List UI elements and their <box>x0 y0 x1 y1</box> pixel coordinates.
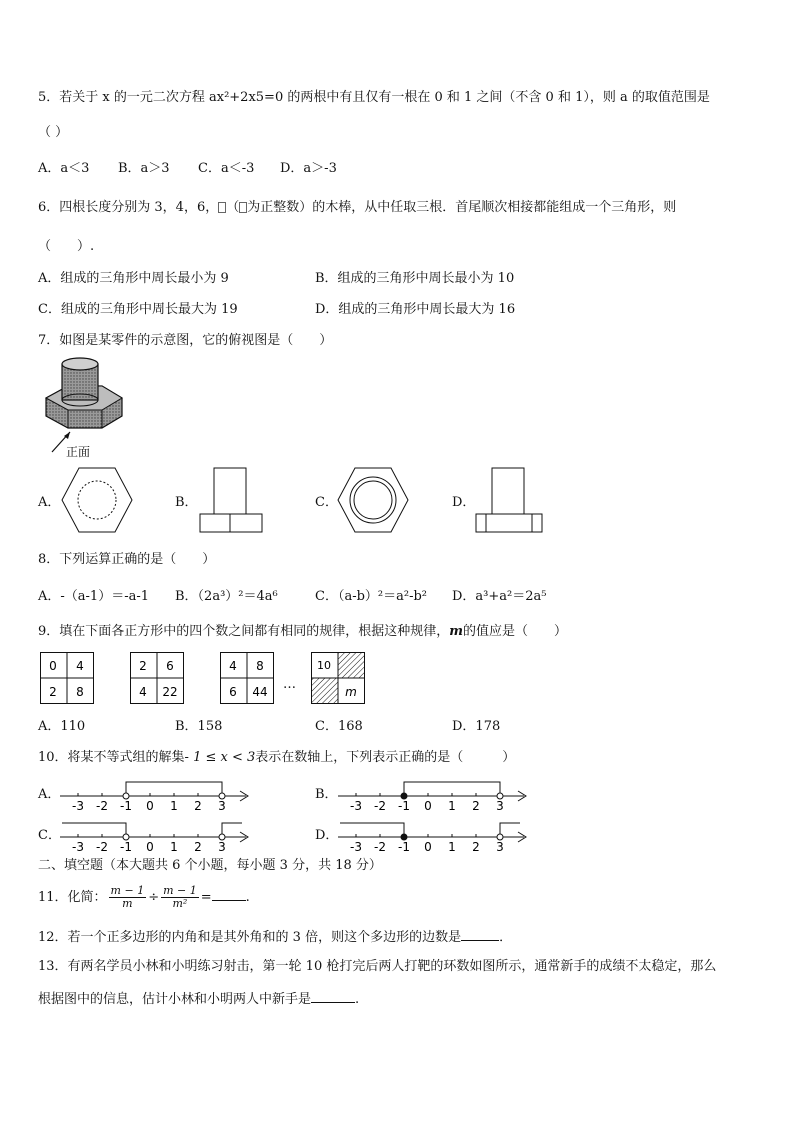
q9-grid-3-br: 44 <box>252 685 268 699</box>
q13-line-2: 根据图中的信息，估计小林和小明两人中新手是 . <box>38 989 359 1009</box>
tick-label: 3 <box>218 840 226 851</box>
q7-option-c-figure[interactable] <box>336 466 410 534</box>
q7-option-d-figure[interactable] <box>474 466 544 534</box>
q9-grid-2-tl: 2 <box>139 659 147 673</box>
tick-label: 2 <box>194 799 202 810</box>
q11-lead: 11．化简： <box>38 890 107 905</box>
q10-option-a[interactable]: A． <box>38 787 61 802</box>
q10-option-c[interactable]: C． <box>38 828 61 843</box>
q13-line-1: 13．有两名学员小林和小明练习射击，第一轮 10 枪打完后两人打靶的环数如图所示，通常新手的成绩不太稳定，那么 <box>38 959 717 974</box>
q9-option-b[interactable]: B．158 <box>175 719 223 734</box>
q12-text: 12．若一个正多边形的内角和是其外角和的 3 倍，则这个多边形的边数是 <box>38 930 462 945</box>
q6-paren: （ ）. <box>38 239 95 254</box>
q9-grid-2-br: 22 <box>162 685 178 699</box>
q8-stem: 8．下列运算正确的是（ ） <box>38 552 216 567</box>
q10-stem <box>38 749 515 767</box>
tick-label: 3 <box>496 840 504 851</box>
tick-label: 3 <box>218 799 226 810</box>
tick-label: -3 <box>350 840 362 851</box>
q10-numberline-a[interactable] <box>58 776 258 810</box>
q8-option-d[interactable]: D．a³+a²＝2a⁵ <box>452 589 547 604</box>
tick-label: -3 <box>350 799 362 810</box>
q11-fraction-2 <box>161 885 199 910</box>
q7-option-a-figure[interactable] <box>60 466 134 534</box>
q9-ellipsis: … <box>283 677 296 692</box>
q5-paren: （ ） <box>38 125 69 140</box>
q11-op: ÷ <box>148 890 160 905</box>
q6-stem <box>38 199 676 217</box>
tick-label: -1 <box>398 799 410 810</box>
endpoint-left <box>123 793 129 799</box>
tick-label: 0 <box>146 799 154 810</box>
q7-option-c[interactable]: C． <box>315 495 338 510</box>
endpoint-left <box>401 834 407 840</box>
q11-num-1: m − 1 <box>110 884 145 897</box>
tick-label: -3 <box>72 799 84 810</box>
tick-label: -1 <box>120 840 132 851</box>
q10-stem-a: 10．将某不等式组的解集 <box>38 750 185 765</box>
q11-eq: = <box>200 890 212 905</box>
q9-grid-1-bl: 2 <box>49 685 57 699</box>
tick-label: 0 <box>424 840 432 851</box>
endpoint-left <box>123 834 129 840</box>
q10-option-d[interactable]: D． <box>315 828 339 843</box>
q11-num-2: m − 1 <box>163 884 197 897</box>
tick-label: -2 <box>374 799 386 810</box>
tick-label: 0 <box>146 840 154 851</box>
q6-stem-c: 为正整数）的木棒，从中任取三根．首尾顺次相接都能组成一个三角形，则 <box>247 200 677 215</box>
q9-grid-3 <box>220 652 274 704</box>
q9-grid-4-tl: 10 <box>317 659 331 672</box>
tick-label: 1 <box>170 799 178 810</box>
q9-option-a[interactable]: A．110 <box>38 719 86 734</box>
endpoint-left <box>401 793 407 799</box>
q7-option-b[interactable]: B． <box>175 495 198 510</box>
q6-stem-a: 6．四根长度分别为 3，4，6， <box>38 200 219 215</box>
endpoint-right <box>219 834 225 840</box>
q9-grid-1-br: 8 <box>76 685 84 699</box>
q10-inequality: - 1 ≤ x < 3 <box>184 750 256 765</box>
endpoint-right <box>219 793 225 799</box>
q6-option-c[interactable]: C．组成的三角形中周长最大为 19 <box>38 302 238 317</box>
q5-option-b[interactable]: B．a＞3 <box>118 161 170 176</box>
q9-grid-3-tr: 8 <box>256 659 264 673</box>
q7-front-label: 正面 <box>66 445 91 459</box>
q11-den-1: m <box>122 897 133 910</box>
q5-stem: 5．若关于 x 的一元二次方程 ax²+2x5=0 的两根中有且仅有一根在 0 和 1 之间（不含 0 和 1），则 a 的取值范围是 <box>38 90 710 105</box>
tick-label: 0 <box>424 799 432 810</box>
q5-option-c[interactable]: C．a＜-3 <box>198 161 255 176</box>
q9-stem <box>38 623 567 641</box>
q5-option-a[interactable]: A．a＜3 <box>38 161 90 176</box>
q13-answer-blank[interactable] <box>311 989 355 1003</box>
q8-option-b[interactable]: B．（2a³）²＝4a⁶ <box>175 589 278 604</box>
q12: 12．若一个正多边形的内角和是其外角和的 3 倍，则这个多边形的边数是 ． <box>38 927 512 947</box>
q11-den-2: m² <box>172 897 188 910</box>
tick-label: -1 <box>120 799 132 810</box>
tick-label: 2 <box>472 840 480 851</box>
endpoint-right <box>497 793 503 799</box>
q10-numberline-c[interactable] <box>58 817 258 851</box>
tick-label: -2 <box>374 840 386 851</box>
q9-var: m <box>449 624 464 639</box>
q9-grid-1 <box>40 652 94 704</box>
section-2-heading: 二、填空题（本大题共 6 个小题，每小题 3 分，共 18 分） <box>38 858 382 873</box>
q9-grid-4-br: m <box>345 685 357 699</box>
q9-option-d[interactable]: D．178 <box>452 719 501 734</box>
q10-numberline-b[interactable] <box>336 776 536 810</box>
q6-stem-b: （ <box>226 200 240 215</box>
tick-label: 1 <box>448 840 456 851</box>
q7-option-d[interactable]: D． <box>452 495 476 510</box>
q12-answer-blank[interactable] <box>461 927 499 941</box>
tick-label: 3 <box>496 799 504 810</box>
q9-grid-2 <box>130 652 184 704</box>
q6-option-d[interactable]: D．组成的三角形中周长最大为 16 <box>315 302 516 317</box>
q8-option-a[interactable]: A．-（a-1）＝-a-1 <box>38 589 150 604</box>
tick-label: 1 <box>448 799 456 810</box>
q9-grid-4 <box>311 652 365 704</box>
q10-stem-b: 表示在数轴上，下列表示正确的是（ ） <box>255 750 516 765</box>
q6-option-b[interactable]: B．组成的三角形中周长最小为 10 <box>315 271 515 286</box>
q9-grid-2-tr: 6 <box>166 659 174 673</box>
q9-option-c[interactable]: C．168 <box>315 719 363 734</box>
q9-grid-3-tl: 4 <box>229 659 237 673</box>
tick-label: -2 <box>96 840 108 851</box>
q7-option-b-figure[interactable] <box>198 466 264 534</box>
q5-option-d[interactable]: D．a＞-3 <box>280 161 337 176</box>
q11-fraction-1 <box>109 885 147 910</box>
q7-stem: 7．如图是某零件的示意图，它的俯视图是（ ） <box>38 333 333 348</box>
q9-stem-b: 的值应是（ ） <box>463 624 568 639</box>
q13-line-2-text: 根据图中的信息，估计小林和小明两人中新手是 <box>38 992 312 1007</box>
tick-label: -1 <box>398 840 410 851</box>
q7-option-a[interactable]: A． <box>38 495 61 510</box>
q9-grid-3-bl: 6 <box>229 685 237 699</box>
q11-answer-blank[interactable] <box>212 887 246 901</box>
q8-option-c[interactable]: C．（a-b）²＝a²-b² <box>315 589 428 604</box>
tick-label: 1 <box>170 840 178 851</box>
tick-label: 2 <box>194 840 202 851</box>
tick-label: 2 <box>472 799 480 810</box>
q10-option-b[interactable]: B． <box>315 787 338 802</box>
q11: 11．化简： $\frac{m - 1}{m}$ ÷ $\frac{m - 1}{\text{m²}}$ = . <box>38 884 250 910</box>
endpoint-right <box>497 834 503 840</box>
tick-label: -3 <box>72 840 84 851</box>
q9-grid-1-tl: 0 <box>49 659 57 673</box>
q9-stem-a: 9．填在下面各正方形中的四个数之间都有相同的规律，根据这种规律， <box>38 624 450 639</box>
q6-option-a[interactable]: A．组成的三角形中周长最小为 9 <box>38 271 229 286</box>
q10-numberline-d[interactable] <box>336 817 536 851</box>
q9-grid-2-bl: 4 <box>139 685 147 699</box>
tick-label: -2 <box>96 799 108 810</box>
q9-grid-1-tr: 4 <box>76 659 84 673</box>
